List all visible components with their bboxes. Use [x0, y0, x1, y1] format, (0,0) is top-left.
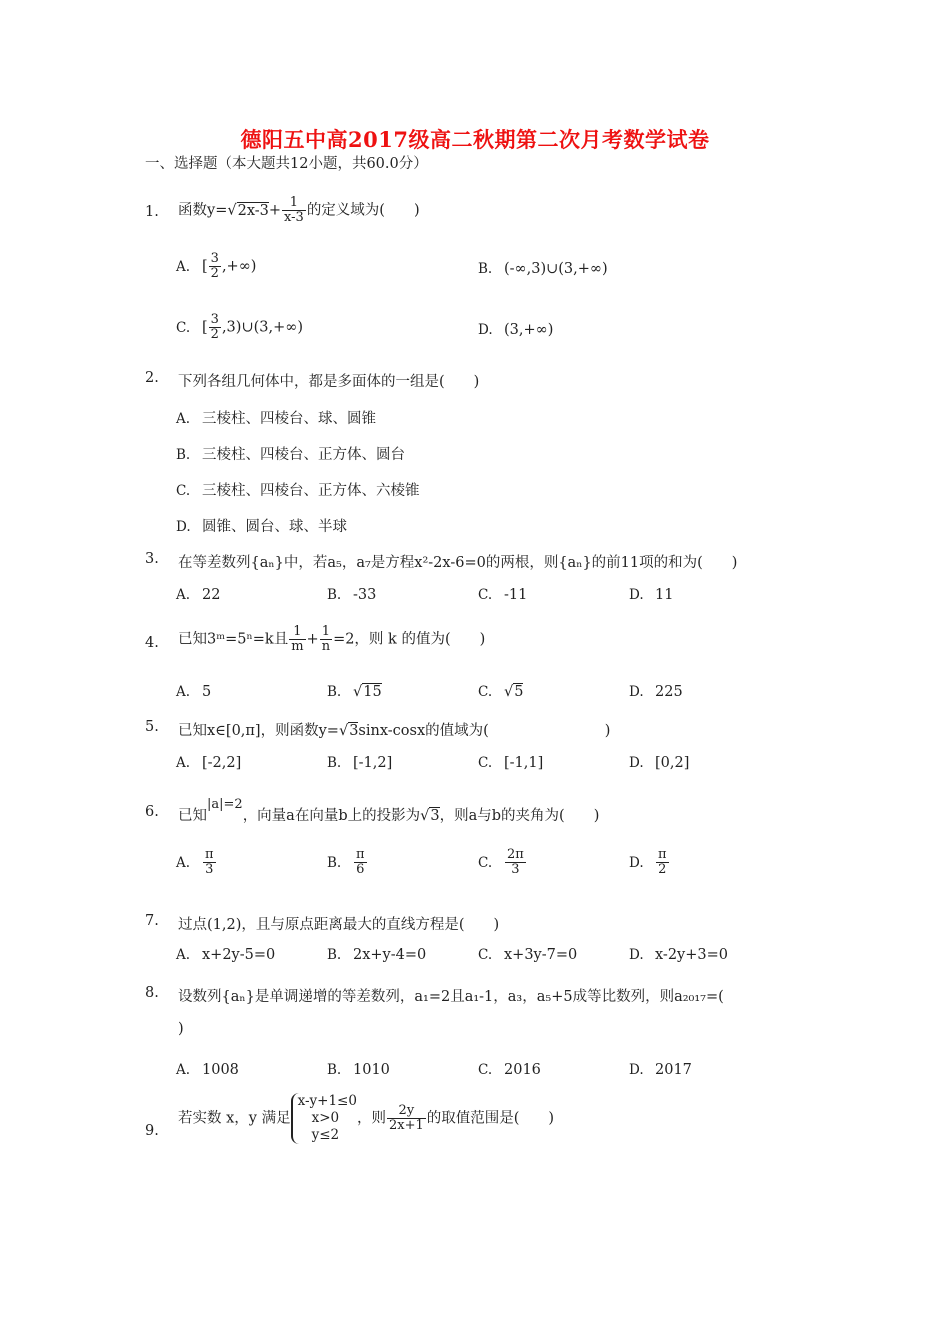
option-c[interactable]: C. -11 — [478, 587, 528, 603]
question-8-continuation: ) — [178, 1021, 184, 1037]
question-text: 函数y=√2x-3+ $\frac{1}{x-3}$ 的定义域为( ) — [178, 195, 420, 225]
constraint-system: x-y+1≤0 x>0 y≤2 — [291, 1093, 357, 1144]
option-d[interactable]: D. [0,2] — [629, 755, 690, 771]
option-d[interactable]: D. 11 — [629, 587, 674, 603]
option-c[interactable]: C. 2016 — [478, 1062, 541, 1078]
option-a[interactable]: A. x+2y-5=0 — [176, 947, 276, 963]
option-c[interactable]: C. [ $\frac{3}{2}$ ,3)∪(3,+∞) — [176, 312, 303, 342]
fraction: $\frac{1}{x-3}$ — [284, 195, 304, 225]
option-d[interactable]: D. 2017 — [629, 1062, 692, 1078]
option-c[interactable]: C. [-1,1] — [478, 755, 544, 771]
option-a[interactable]: A. 22 — [176, 587, 221, 603]
option-b[interactable]: B. √15 — [327, 684, 382, 700]
option-b[interactable]: B. $\frac{\pi}{6}$ — [327, 847, 365, 877]
option-a[interactable]: A. 三棱柱、四棱台、球、圆锥 — [176, 411, 376, 427]
option-a[interactable]: A. $\frac{\pi}{3}$ — [176, 847, 214, 877]
option-d[interactable]: D. $\frac{\pi}{2}$ — [629, 847, 667, 877]
option-c[interactable]: C. $\frac{2\pi}{3}$ — [478, 847, 524, 877]
option-a[interactable]: A. [ $\frac{3}{2}$ ,+∞) — [176, 251, 257, 281]
option-b[interactable]: B. 三棱柱、四棱台、正方体、圆台 — [176, 447, 405, 463]
option-c[interactable]: C. x+3y-7=0 — [478, 947, 578, 963]
page-title: 德阳五中高2017级高二秋期第二次月考数学试卷 — [240, 127, 710, 152]
option-b[interactable]: B. [-1,2] — [327, 755, 393, 771]
option-d[interactable]: D. (3,+∞) — [478, 322, 554, 338]
option-c[interactable]: C. 三棱柱、四棱台、正方体、六棱锥 — [176, 483, 420, 499]
option-c[interactable]: C. √5 — [478, 684, 524, 700]
vector-condition: |a|=2 — [207, 797, 243, 812]
option-a[interactable]: A. 1008 — [176, 1062, 239, 1078]
option-b[interactable]: B. 1010 — [327, 1062, 390, 1078]
option-d[interactable]: D. 225 — [629, 684, 683, 700]
question-number: 1. — [145, 204, 159, 220]
section-heading: 一、选择题（本大题共12小题，共60.0分） — [145, 156, 428, 172]
option-d[interactable]: D. x-2y+3=0 — [629, 947, 728, 963]
option-d[interactable]: D. 圆锥、圆台、球、半球 — [176, 519, 347, 535]
option-a[interactable]: A. [-2,2] — [176, 755, 242, 771]
option-b[interactable]: B. -33 — [327, 587, 377, 603]
option-b[interactable]: B. (-∞,3)∪(3,+∞) — [478, 261, 608, 277]
option-a[interactable]: A. 5 — [176, 684, 212, 700]
option-b[interactable]: B. 2x+y-4=0 — [327, 947, 427, 963]
